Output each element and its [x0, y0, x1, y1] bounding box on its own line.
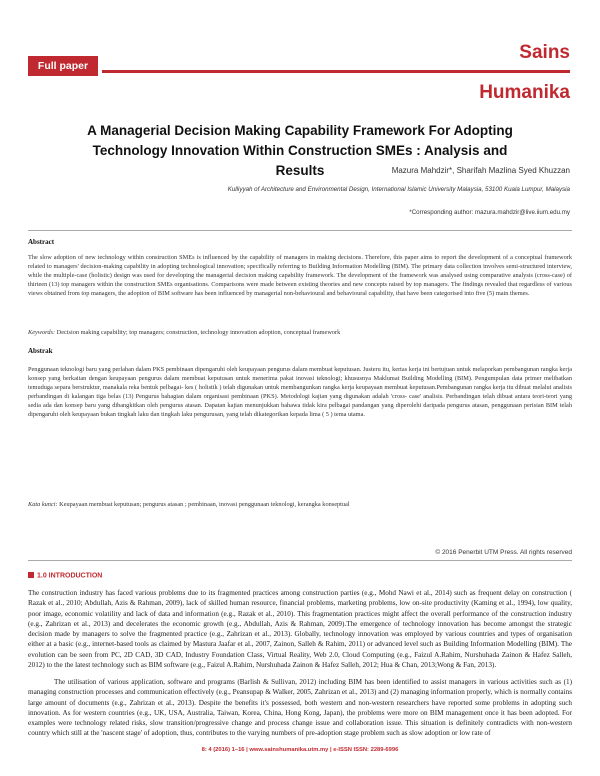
abstrak-keywords: [28, 501, 572, 508]
abstract-keywords: [28, 329, 572, 336]
introduction-heading-text: 1.0 INTRODUCTION: [37, 572, 103, 580]
journal-brand-sains: Sains: [519, 42, 570, 63]
introduction-paragraph-2: The utilisation of various application, software and programs (Barlish & Sullivan, 2012) including BIM has been identified to assist managers in various activities such as (1) managing construction processes and communication effectively (e.g., Peansupap & Walker, 2005, Zahrizan et al., 2013) and (2) managing information properly, which is normally contains large amount of documents (e.g., Zahrizan et al., 2013). Despite the benefits it's possessed, both western and non-western researchers have reported some problems in adopting such innovation. As for western countries (e.g., UK, USA, Australia, Taiwan, Korea, China, Hong Kong, Japan), the problems were more on BIM management once it has been adopted. For examples were technology related risks, slow transition/progressive change and process change issue and collaboration issue. This situation is definitely contradicts with non-western country which still at the 'nascent stage' of adoption, thus, contributes to the varying numbers of pre-adoption stage problem such as slow adoption or low rate of: [28, 678, 572, 738]
introduction-paragraph-1: The construction industry has faced various problems due to its fragmented practices among construction parties (e.g., Mohd Nawi et al., 2014) such as frequent delay on construction ( Razak et al., 2010; Abdullah, Azis & Rahman, 2009), lack of skilled human resource, financial problems, marketing problems, low on-site productivity (Kaming et al., 1994), low quality, poor image, economic volatility and lack of data and information (e.g., Razak et al., 2010). This fragmentation practices might affect the overall performance of the construction industry (e.g., Zahrizan et al., 2013) and decelerates the economic growth (e.g., Abdullah, Azis & Rahman, 2009).The emergence of technology innovation has become amongst the strategic decision made by managers to solve the fragmented practice (e.g., Zahrizan et al., 2013). Globally, technology innovation was employed by various countries and types of organisation either at a basic (e.g., internet-based tools as claimed by Mastura Jaafar et al., 2007, Zainon, Salleh & Rahim, 2011) or advanced level such as Building Information Modelling (BIM). The evolution can be seen from PC, 2D CAD, 3D CAD, Industry Foundation Class, Virtual Reality, Web 2.0, Cloud Computing (e.g., Faizul A.Rahim, Nurshuhada Zainon & Hafez Salleh, 2012) to the the latest technology such as BIM software (e.g., Faizul A.Rahim, Nurshuhada Zainon & Hafez Salleh, 2012; Hua & Chan, 2013;Wong & Fan, 2013).: [28, 589, 572, 669]
full-paper-badge: Full paper: [28, 56, 98, 76]
introduction-heading: [28, 572, 102, 580]
keywords-label: Keywords:: [28, 329, 56, 336]
section-marker-icon: [28, 572, 34, 578]
corresponding-author: *Corresponding author: mazura.mahdzir@live.iium.edu.my: [409, 209, 570, 216]
copyright-notice: © 2016 Penerbit UTM Press. All rights reserved: [435, 549, 572, 556]
author-affiliation: Kulliyyah of Architecture and Environmental Design, International Islamic University Malaysia, 53100 Kuala Lumpur, Malaysia: [227, 186, 570, 193]
brand-divider: [102, 70, 570, 73]
kata-kunci-text: Keupayaan membuat keputusan; pengurus atasan ; pembinaan, inovasi penggunaan teknologi, kerangka konseptual: [59, 501, 350, 508]
top-rule: [28, 230, 572, 231]
keywords-text: Decision making capability; top managers; construction, technology innovation adoption, conceptual framework: [56, 329, 341, 336]
abstract-text: The slow adoption of new technology within construction SMEs is influenced by the capability of managers in making decisions. Therefore, this paper aims to report the development of a conceptual framework related to managers' decision-making capability in adopting technological innovation; specifically referring to Building Information Modelling (BIM). The primary data collection involves semi-structured interview, while the multiple-case (holistic) design was used for developing the managerial decision making capability framework. The development of the framework was analysed using comparative analysis (cross-case) of thirteen (13) top managers within the construction SMEs organisations. Comparisons were made between existing theories and new concepts raised by top managers. The findings revealed that regardless of various views obtained from top managers, the adoption of BIM software has been influenced by managerial non-behavioural and behavioural capability, that have been categorised into five (5) main themes.: [28, 254, 572, 297]
journal-brand-humanika: Humanika: [479, 82, 570, 103]
abstrak-text: Penggunaan teknologi baru yang perlahan dalam PKS pembinaan dipengaruhi oleh keupayaan pengurus dalam membuat keputusan. Justeru itu, kertas kerja ini bertujuan untuk melaporkan pembangunan rangka kerja konsep yang berkaitan dengan keupayaan pengurus dalam membuat keputusan untuk menerima pakai inovasi teknologi; khususnya Maklumat Building Modelling (BIM). Pengumpulan data primer melibatkan temuduga separa berstruktur, manakala reka bentuk pelbagai- kes ( holistik ) telah digunakan untuk membangunkan rangka kerja keupayaan membuat keputusan.Pembangunan rangka kerja itu dibuat melalui analisis perbandingan di kalangan tiga belas (13) Pengurus bahagian dalam organisasi pembinaan (PKS). Metodologi kajian yang digunakan adalah 'cross- case' analisis. Perbandingan telah dibuat antara teori-teori yang sedia ada dan konsep baru yang dibangkitkan oleh pengurus atasan. Dapatan kajian menunjukkan bahawa tidak kira pelbagai pandangan yang diperolehi daripada pengurus atasan, penggunaan perisian BIM telah dipengaruhi oleh keupayaan bukan tingkah laku dan tingkah laku pengurusan, yang telah dikategorikan kepada lima ( 5 ) tema utama.: [28, 366, 572, 418]
page-footer: 8: 4 (2016) 1–16 | www.sainshumanika.utm.my | e-ISSN ISSN: 2289-6996: [201, 747, 399, 753]
article-title: A Managerial Decision Making Capability Framework For Adopting Technology Innovation Within Construction SMEs : Analysis and Results: [87, 123, 513, 178]
abstrak-heading: Abstrak: [28, 347, 53, 355]
article-authors: Mazura Mahdzir*, Sharifah Mazlina Syed Khuzzan: [391, 166, 570, 175]
mid-rule: [28, 560, 572, 561]
kata-kunci-label: Kata kunci:: [28, 501, 58, 508]
abstract-heading: Abstract: [28, 238, 55, 246]
